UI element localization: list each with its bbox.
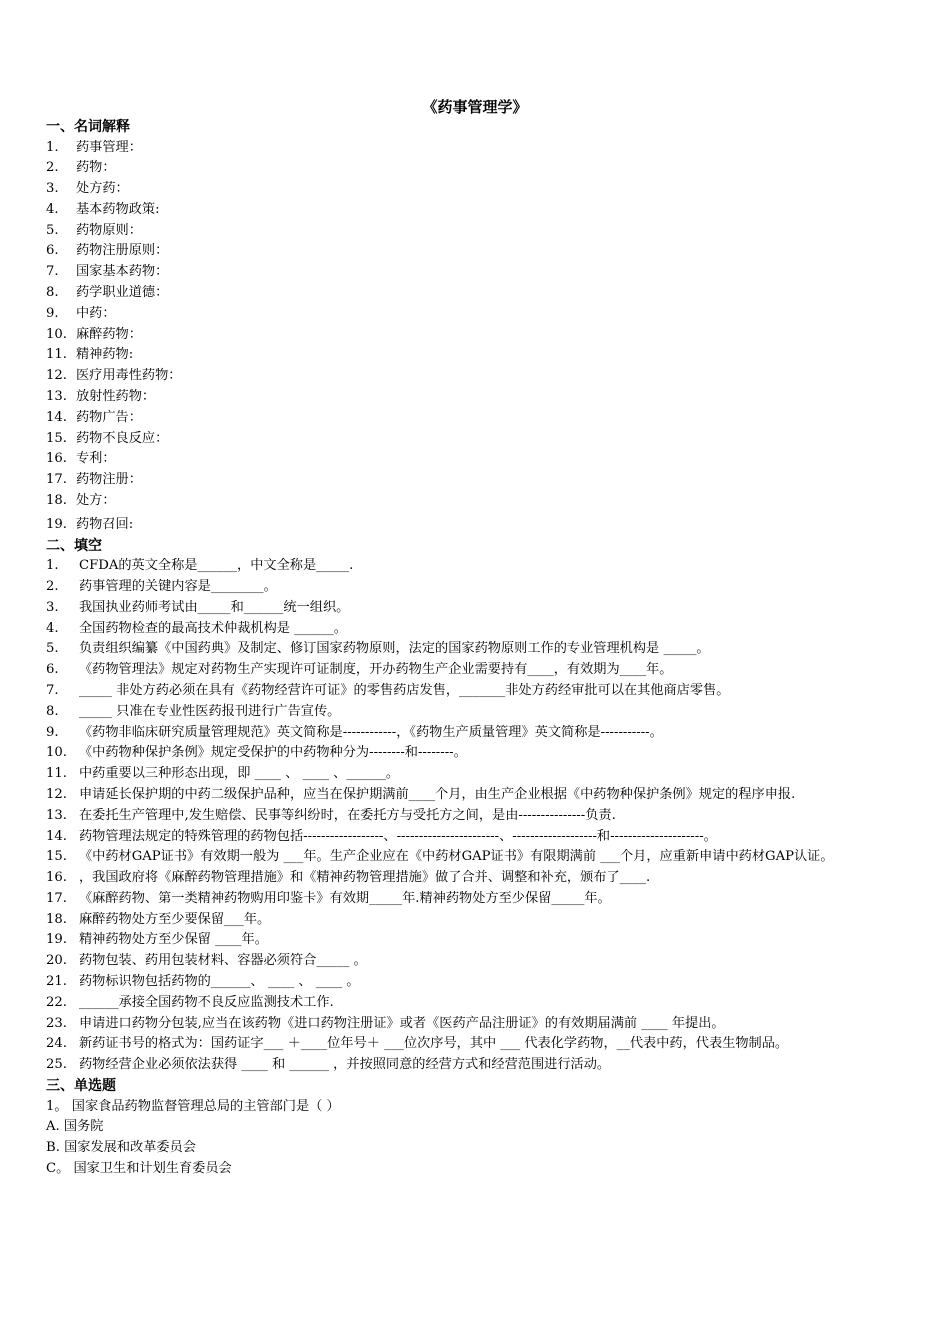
- item-number: 8.: [46, 703, 59, 719]
- item-text: 麻醉药物处方至少要保留___年。: [79, 911, 271, 927]
- list-item: [46, 1055, 912, 1076]
- list-item: [46, 993, 912, 1014]
- item-text: 申请延长保护期的中药二级保护品种，应当在保护期满前____个月，由生产企业根据《中药物种保护条例》规定的程序申报.: [79, 786, 796, 802]
- item-number: 9.: [46, 724, 59, 740]
- item-text: 药物注册原则：: [76, 243, 169, 259]
- item-number: 22.: [46, 994, 67, 1010]
- list-item: [46, 847, 912, 868]
- list-item: [46, 470, 912, 491]
- item-text: 精神药物:: [76, 347, 134, 363]
- item-number: 12.: [46, 368, 67, 384]
- list-item: [46, 598, 912, 619]
- item-text: 处方药：: [76, 181, 129, 197]
- definitions-list: [46, 138, 912, 536]
- item-number: 16.: [46, 870, 67, 886]
- option-item: C。 国家卫生和计划生育委员会: [46, 1160, 232, 1176]
- item-text: ______承接全国药物不良反应监测技术工作.: [79, 994, 334, 1010]
- section-heading-fill-blanks: 二、填空: [46, 537, 102, 554]
- item-text: 处方：: [76, 493, 116, 509]
- item-text: 申请进口药物分包装,应当在该药物《进口药物注册证》或者《医药产品注册证》的有效期届满前 ____ 年提出。: [79, 1015, 725, 1031]
- item-number: 17.: [46, 890, 67, 906]
- item-text: 放射性药物：: [76, 389, 156, 405]
- item-number: 8.: [46, 285, 59, 301]
- item-number: 1.: [46, 139, 59, 155]
- item-text: _____ 非处方药必须在具有《药物经营许可证》的零售药店发售，_______非处方药经审批可以在其他商店零售。: [79, 682, 730, 698]
- list-item: [46, 951, 912, 972]
- item-text: 中药重要以三种形态出现，即 ____ 、 ____ 、______。: [79, 766, 400, 782]
- list-item: [46, 889, 912, 910]
- item-number: 21.: [46, 974, 67, 990]
- item-number: 2.: [46, 160, 59, 176]
- item-number: 16.: [46, 451, 67, 467]
- item-number: 1.: [46, 558, 59, 574]
- list-item: [46, 806, 912, 827]
- item-text: 在委托生产管理中,发生赔偿、民事等纠纷时，在委托方与受托方之间，是由---------------负责.: [79, 807, 616, 823]
- item-text: 麻醉药物：: [76, 326, 142, 342]
- item-text: 药物原则：: [76, 222, 142, 238]
- item-number: 10.: [46, 326, 67, 342]
- item-text: 新药证书号的格式为：国药证字___ ＋____位年号＋ ___位次序号，其中 ___ 代表化学药物，__代表中药，代表生物制品。: [79, 1036, 789, 1052]
- item-text: ，我国政府将《麻醉药物管理措施》和《精神药物管理措施》做了合并、调整和补充，颁布了____.: [79, 870, 651, 886]
- list-item: [46, 325, 912, 346]
- item-text: 药物召回:: [76, 516, 134, 532]
- list-item: [46, 619, 912, 640]
- item-number: 23.: [46, 1015, 67, 1031]
- list-item: [46, 785, 912, 806]
- list-item: [46, 179, 912, 200]
- list-item: [46, 639, 912, 660]
- item-text: 药物注册：: [76, 472, 142, 488]
- list-item: [46, 577, 912, 598]
- item-number: 9.: [46, 305, 59, 321]
- item-number: 17.: [46, 472, 67, 488]
- list-item: [46, 283, 912, 304]
- item-number: 5.: [46, 222, 59, 238]
- list-item: [46, 408, 912, 429]
- list-item: [46, 304, 912, 325]
- item-text: 药物不良反应：: [76, 430, 169, 446]
- item-text: 《药物管理法》规定对药物生产实现许可证制度，开办药物生产企业需要持有____，有效期为____年。: [79, 662, 673, 678]
- list-item: [46, 702, 912, 723]
- list-item: [46, 449, 912, 470]
- item-text: 《中药物种保护条例》规定受保护的中药物种分为--------和--------。: [79, 745, 467, 761]
- item-number: 10.: [46, 745, 67, 761]
- list-item: [46, 764, 912, 785]
- list-item: [46, 868, 912, 889]
- item-text: 《麻醉药物、第一类精神药物购用印鉴卡》有效期_____年.精神药物处方至少保留_____年。: [79, 890, 611, 906]
- item-text: 药物管理法规定的特殊管理的药物包括------------------、-----------------------、-------------------和---------------------。: [79, 828, 717, 844]
- item-number: 7.: [46, 682, 59, 698]
- list-item: [46, 491, 912, 512]
- item-text: 负责组织编纂《中国药典》及制定、修订国家药物原则，法定的国家药物原则工作的专业管理机构是 _____。: [79, 641, 710, 657]
- item-number: 12.: [46, 786, 67, 802]
- item-number: 19.: [46, 932, 67, 948]
- list-item: [46, 681, 912, 702]
- item-text: _____ 只准在专业性医药报刊进行广告宣传。: [79, 703, 341, 719]
- list-item: [46, 1014, 912, 1035]
- list-item: [46, 387, 912, 408]
- item-number: 14.: [46, 409, 67, 425]
- fill-blanks-list: [46, 556, 912, 1076]
- item-number: 11.: [46, 347, 67, 363]
- list-item: [46, 366, 912, 387]
- section-heading-definitions: 一、名词解释: [46, 119, 130, 135]
- list-item: [46, 262, 912, 283]
- item-number: 15.: [46, 430, 67, 446]
- list-item: [46, 158, 912, 179]
- list-item: [46, 910, 912, 931]
- item-text: 《中药材GAP证书》有效期一般为 ___年。生产企业应在《中药材GAP证书》有限期满前 ___个月，应重新申请中药材GAP认证。: [79, 849, 834, 865]
- item-text: 专利：: [76, 451, 116, 467]
- list-item: [46, 138, 912, 159]
- list-item: [46, 515, 912, 536]
- item-number: 18.: [46, 493, 67, 509]
- options-list: [46, 1117, 912, 1179]
- item-number: 14.: [46, 828, 67, 844]
- item-number: 4.: [46, 201, 59, 217]
- list-item: [46, 241, 912, 262]
- item-text: 中药：: [76, 305, 116, 321]
- item-text: 药学职业道德：: [76, 285, 169, 301]
- item-text: 医疗用毒性药物：: [76, 368, 182, 384]
- item-text: 药物标识物包括药物的______、 ____ 、 ____ 。: [79, 974, 360, 990]
- item-text: 我国执业药师考试由_____和______统一组织。: [79, 599, 350, 615]
- document-body: [46, 117, 912, 1180]
- item-number: 15.: [46, 849, 67, 865]
- item-number: 2.: [46, 578, 59, 594]
- item-text: 全国药物检查的最高技术仲裁机构是 ______。: [79, 620, 347, 636]
- question-text: 1。 国家食品药物监督管理总局的主管部门是（ ）: [46, 1098, 340, 1114]
- item-text: 药事管理的关键内容是________。: [79, 578, 277, 594]
- item-text: CFDA的英文全称是______，中文全称是_____.: [79, 558, 354, 574]
- item-text: 药物广告：: [76, 409, 142, 425]
- item-text: 基本药物政策:: [76, 201, 160, 217]
- list-item: [46, 429, 912, 450]
- list-item: [46, 723, 912, 744]
- list-item: [46, 200, 912, 221]
- item-number: 24.: [46, 1036, 67, 1052]
- item-number: 6.: [46, 662, 59, 678]
- list-item: [46, 660, 912, 681]
- item-text: 《药物非临床研究质量管理规范》英文简称是------------，《药物生产质量管理》英文简称是-----------。: [79, 724, 663, 740]
- item-number: 19.: [46, 516, 67, 532]
- item-number: 13.: [46, 807, 67, 823]
- item-text: 精神药物处方至少保留 ____年。: [79, 932, 268, 948]
- item-text: 国家基本药物：: [76, 264, 169, 280]
- item-number: 25.: [46, 1057, 67, 1073]
- option-item: B. 国家发展和改革委员会: [46, 1140, 196, 1156]
- item-number: 6.: [46, 243, 59, 259]
- item-text: 药物包装、药用包装材料、容器必须符合_____ 。: [79, 953, 367, 969]
- page-title: 《药事管理学》: [422, 98, 528, 116]
- item-number: 5.: [46, 641, 59, 657]
- list-item: [46, 221, 912, 242]
- item-number: 13.: [46, 389, 67, 405]
- item-text: 药物经营企业必须依法获得 ____ 和 ______ ，并按照同意的经营方式和经营范围进行活动。: [79, 1057, 611, 1073]
- list-item: [46, 827, 912, 848]
- list-item: [46, 345, 912, 366]
- item-number: 11.: [46, 766, 67, 782]
- list-item: [46, 743, 912, 764]
- item-number: 18.: [46, 911, 67, 927]
- list-item: [46, 1034, 912, 1055]
- item-text: 药事管理：: [76, 139, 142, 155]
- item-number: 3.: [46, 181, 59, 197]
- item-number: 4.: [46, 620, 59, 636]
- item-number: 3.: [46, 599, 59, 615]
- list-item: [46, 930, 912, 951]
- list-item: [46, 556, 912, 577]
- item-text: 药物：: [76, 160, 116, 176]
- section-heading-single-choice: 三、单选题: [46, 1078, 116, 1095]
- item-number: 7.: [46, 264, 59, 280]
- item-number: 20.: [46, 953, 67, 969]
- list-item: [46, 972, 912, 993]
- option-item: A. 国务院: [46, 1119, 104, 1135]
